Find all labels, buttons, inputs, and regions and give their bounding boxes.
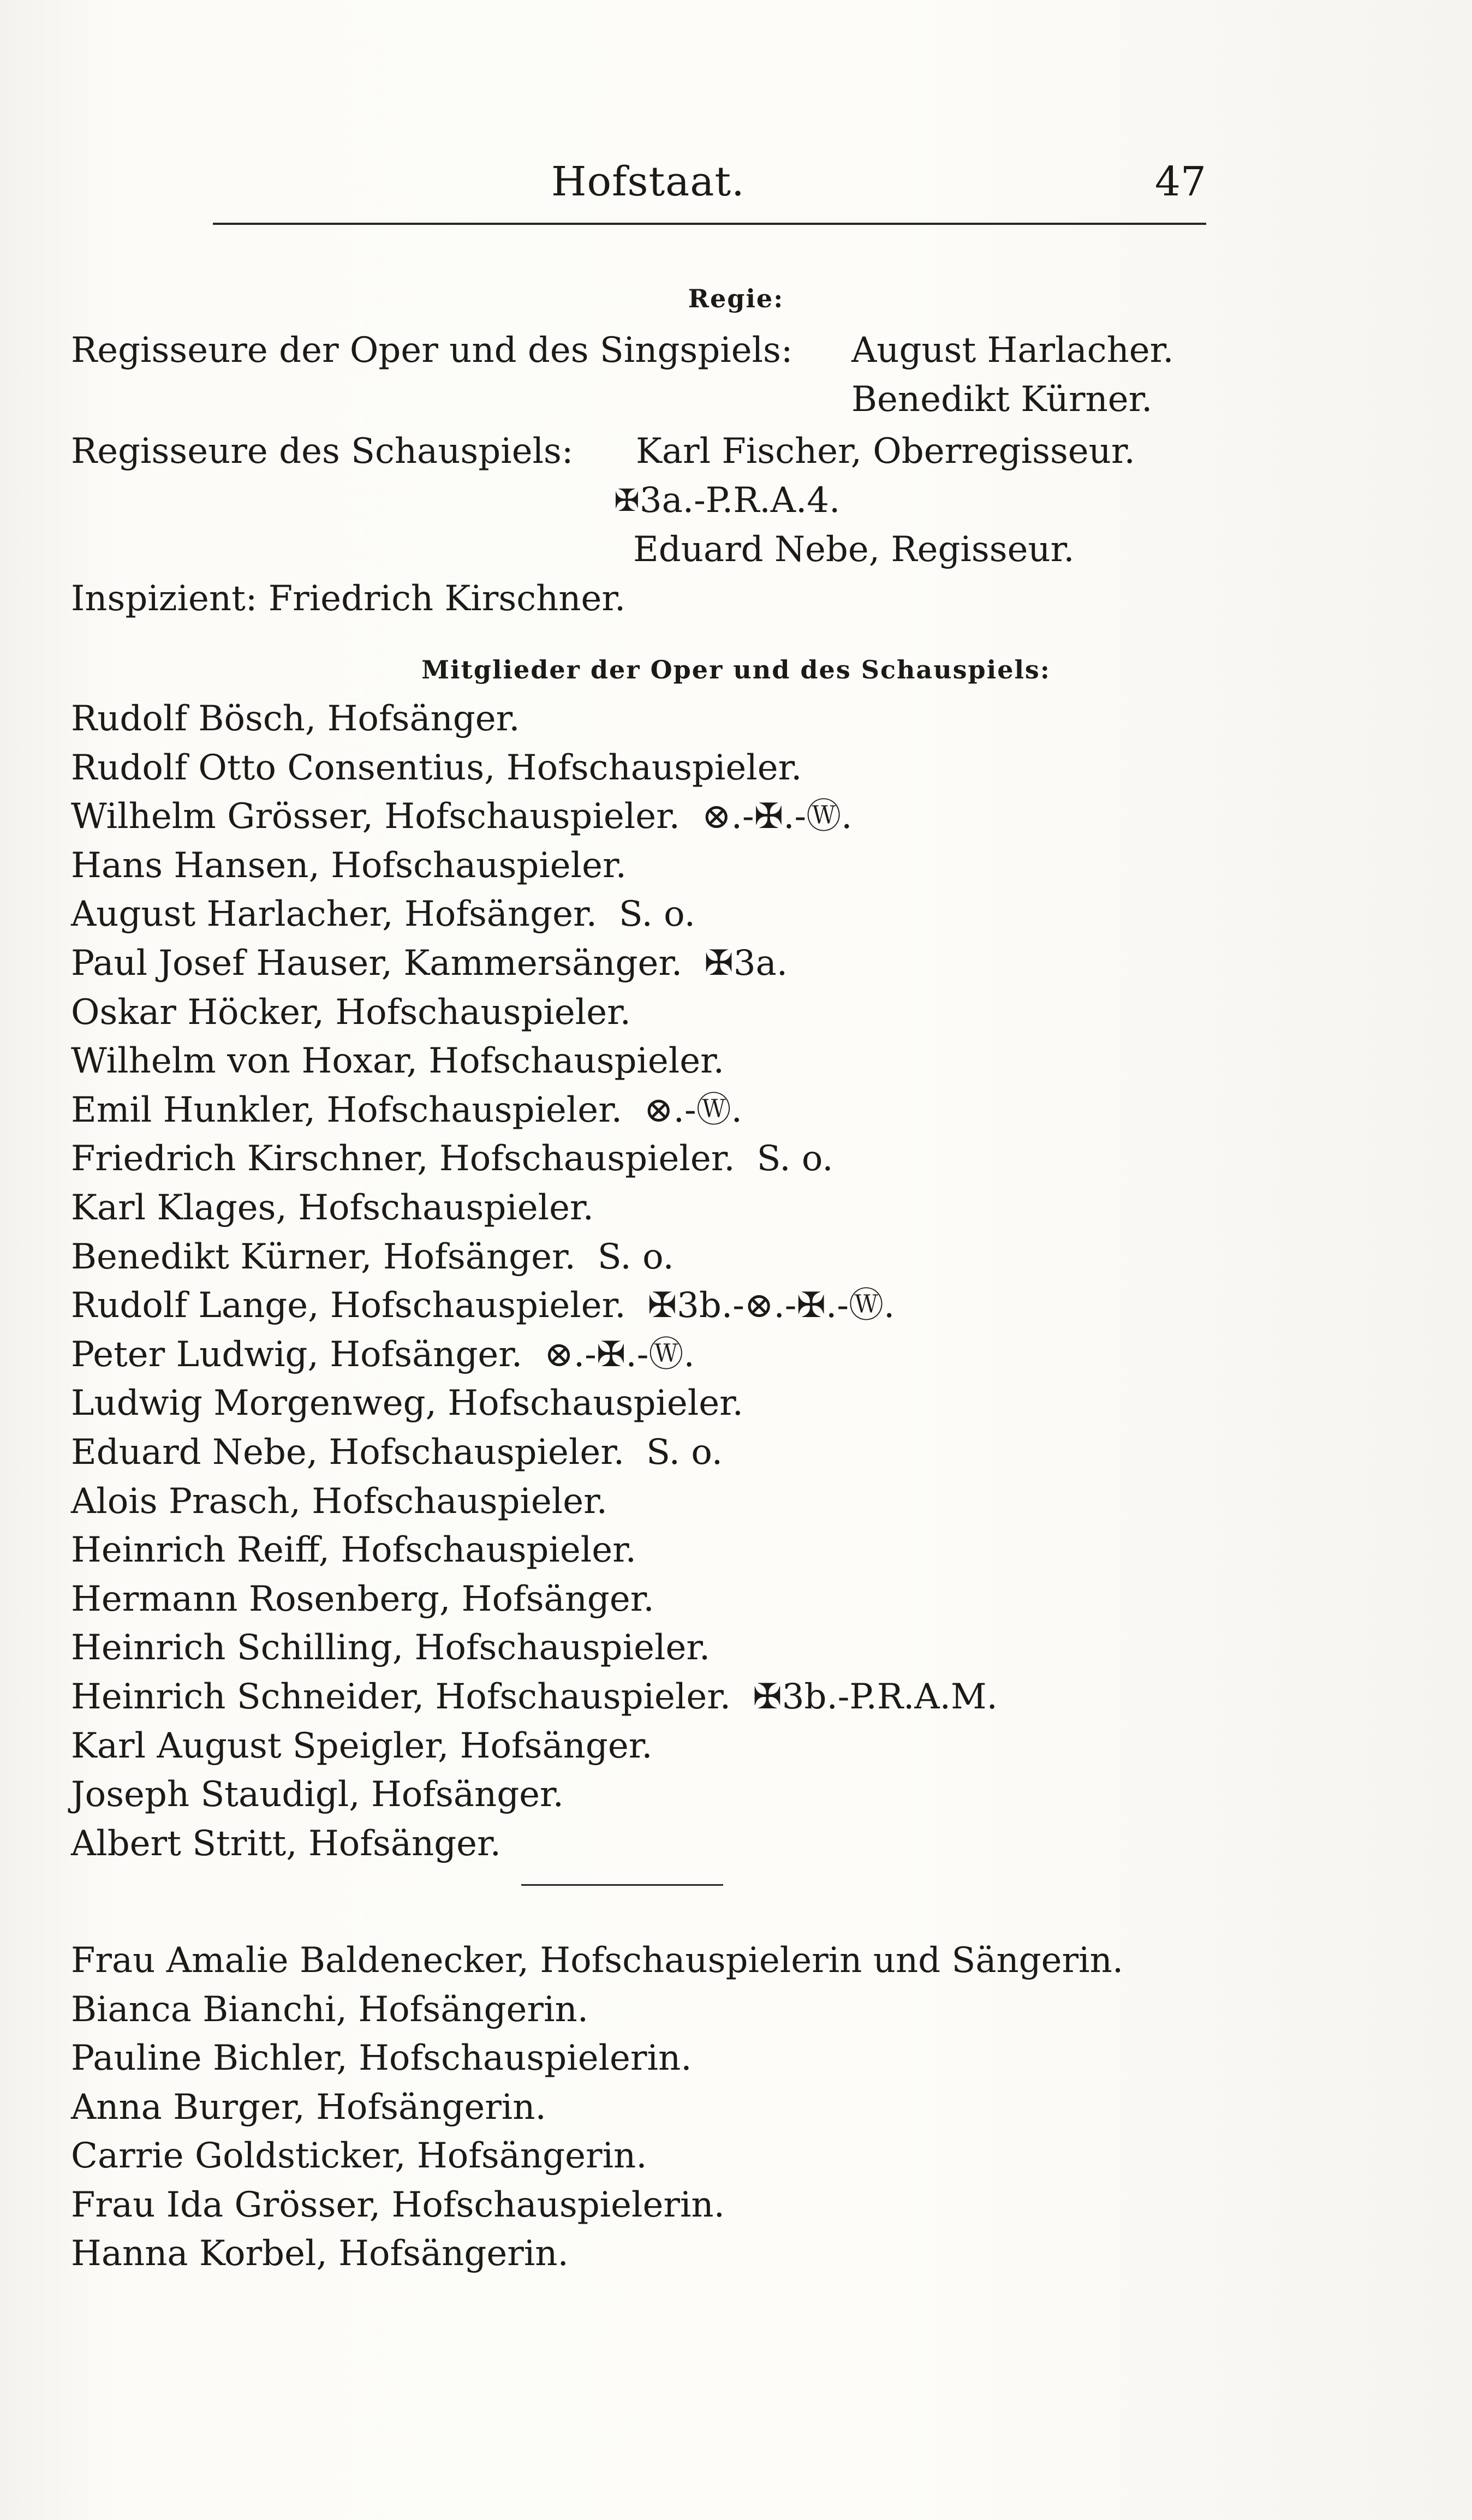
ensemble-member <box>71 1188 594 1228</box>
member-note: ⊗.-✠.-Ⓦ. <box>544 1335 695 1375</box>
ensemble-member <box>71 748 802 788</box>
women-member: Carrie Goldsticker, Hofsängerin. <box>71 2136 647 2176</box>
ensemble-member <box>71 1285 895 1326</box>
member-name: Eduard Nebe, Hofschauspieler. <box>71 1432 625 1473</box>
member-name: Hermann Rosenberg, Hofsänger. <box>71 1579 654 1619</box>
member-name: Karl Klages, Hofschauspieler. <box>71 1188 594 1228</box>
regie-oper-name-1: August Harlacher. <box>851 330 1174 371</box>
regie-schauspiel-label: Regisseure des Schauspiels: <box>71 431 574 472</box>
ensemble-member <box>71 1432 723 1473</box>
member-name: Heinrich Reiff, Hofschauspieler. <box>71 1530 636 1570</box>
regie-schauspiel-orders: ✠3a.-P.R.A.4. <box>614 480 841 521</box>
member-note: ⊗.-✠.-Ⓦ. <box>701 796 853 837</box>
member-name: Wilhelm von Hoxar, Hofschauspieler. <box>71 1041 724 1081</box>
running-title: Hofstaat. <box>551 158 745 205</box>
member-name: Joseph Staudigl, Hofsänger. <box>71 1774 564 1815</box>
regie-oper-name-2: Benedikt Kürner. <box>851 379 1153 420</box>
member-note: S. o. <box>756 1139 833 1179</box>
member-name: Rudolf Lange, Hofschauspieler. <box>71 1285 626 1326</box>
member-name: Oskar Höcker, Hofschauspieler. <box>71 992 631 1033</box>
member-name: Peter Ludwig, Hofsänger. <box>71 1335 523 1375</box>
ensemble-member <box>71 1628 711 1668</box>
ensemble-member <box>71 796 853 837</box>
ensemble-member <box>71 943 788 984</box>
ensemble-member <box>71 699 520 739</box>
regie-schauspiel-name-1: Karl Fischer, Oberregisseur. <box>636 431 1135 472</box>
member-name: Benedikt Kürner, Hofsänger. <box>71 1237 576 1277</box>
member-note: S. o. <box>646 1432 723 1473</box>
women-member: Anna Burger, Hofsängerin. <box>71 2087 546 2128</box>
member-note: ✠3a. <box>704 943 788 984</box>
member-name: Paul Josef Hauser, Kammersänger. <box>71 943 683 984</box>
women-member: Pauline Bichler, Hofschauspielerin. <box>71 2038 692 2078</box>
member-name: Wilhelm Grösser, Hofschauspieler. <box>71 796 680 837</box>
ensemble-member <box>71 1383 743 1423</box>
member-name: August Harlacher, Hofsänger. <box>71 894 597 934</box>
member-name: Heinrich Schneider, Hofschauspieler. <box>71 1677 731 1717</box>
member-note: ⊗.-Ⓦ. <box>644 1090 742 1130</box>
ensemble-member <box>71 1774 564 1815</box>
women-member: Bianca Bianchi, Hofsängerin. <box>71 1989 589 2030</box>
ensemble-member <box>71 1335 695 1375</box>
ensemble-member <box>71 1041 724 1081</box>
ensemble-member <box>71 1579 654 1619</box>
ensemble-member <box>71 1481 607 1522</box>
ensemble-member <box>71 1139 833 1179</box>
ensemble-member <box>71 1090 742 1130</box>
member-name: Hans Hansen, Hofschauspieler. <box>71 845 627 886</box>
member-name: Emil Hunkler, Hofschauspieler. <box>71 1090 623 1130</box>
section-divider <box>521 1884 723 1886</box>
page-number: 47 <box>1154 158 1206 205</box>
cross-order-icon: ✠ <box>614 483 640 519</box>
ensemble-member <box>71 1824 501 1864</box>
member-note: S. o. <box>618 894 695 934</box>
member-name: Rudolf Otto Consentius, Hofschauspieler. <box>71 748 802 788</box>
member-name: Karl August Speigler, Hofsänger. <box>71 1726 653 1766</box>
page-header <box>213 158 1206 218</box>
regie-schauspiel-name-2: Eduard Nebe, Regisseur. <box>633 529 1075 570</box>
regie-inspizient: Inspizient: Friedrich Kirschner. <box>71 579 626 619</box>
member-note: ✠3b.-P.R.A.M. <box>753 1677 998 1717</box>
ensemble-member <box>71 1726 653 1766</box>
member-name: Albert Stritt, Hofsänger. <box>71 1824 501 1864</box>
ensemble-heading: Mitglieder der Oper und des Schauspiels: <box>421 655 1051 684</box>
regie-heading: Regie: <box>688 284 784 313</box>
member-note: ✠3b.-⊗.-✠.-Ⓦ. <box>647 1285 895 1326</box>
ensemble-member <box>71 992 631 1033</box>
women-member: Frau Amalie Baldenecker, Hofschauspielerin und Sängerin. <box>71 1940 1124 1981</box>
member-name: Alois Prasch, Hofschauspieler. <box>71 1481 607 1522</box>
women-member: Hanna Korbel, Hofsängerin. <box>71 2233 569 2274</box>
ensemble-member <box>71 1530 636 1570</box>
member-note: S. o. <box>597 1237 674 1277</box>
header-rule <box>213 223 1206 225</box>
member-name: Rudolf Bösch, Hofsänger. <box>71 699 520 739</box>
member-name: Heinrich Schilling, Hofschauspieler. <box>71 1628 711 1668</box>
regie-oper-label: Regisseure der Oper und des Singspiels: <box>71 330 793 371</box>
women-member: Frau Ida Grösser, Hofschauspielerin. <box>71 2185 725 2225</box>
ensemble-member <box>71 1237 674 1277</box>
ensemble-member <box>71 894 695 934</box>
member-name: Friedrich Kirschner, Hofschauspieler. <box>71 1139 735 1179</box>
ensemble-member <box>71 1677 998 1717</box>
ensemble-member <box>71 845 627 886</box>
member-name: Ludwig Morgenweg, Hofschauspieler. <box>71 1383 743 1423</box>
